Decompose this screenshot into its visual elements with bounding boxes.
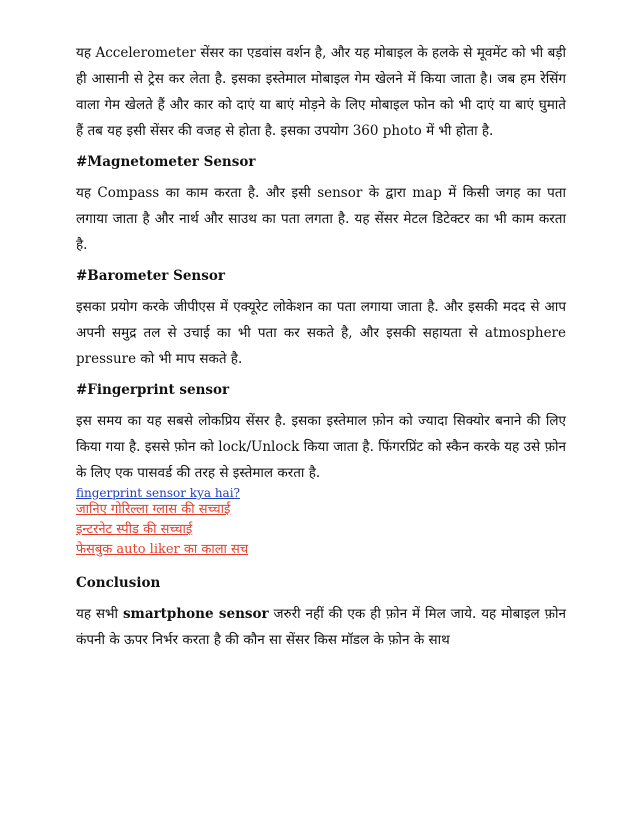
conclusion-text-bold: smartphone sensor xyxy=(122,606,269,622)
document-page xyxy=(76,40,566,653)
fingerprint-paragraph: इस समय का यह सबसे लोकप्रिय सेंसर है. इसका इस्तेमाल फ़ोन को ज्यादा सिक्योर बनाने की लिए किया गया है. इससे फ़ोन को lock/Unlock किया जाता है. फिंगरप्रिंट को स्कैन करके यह उसे फ़ोन के लिए एक पासवर्ड की तरह से इस्तेमाल करता है. xyxy=(76,413,566,481)
fingerprint-heading: #Fingerprint sensor xyxy=(76,382,230,398)
conclusion-text-start: यह सभी xyxy=(76,606,123,622)
link-internet-speed[interactable]: इन्टरनेट स्पीड की सच्चाई xyxy=(76,522,193,537)
link-fingerprint-kya-hai[interactable]: fingerprint sensor kya hai? xyxy=(76,486,240,500)
link-gorilla-glass[interactable]: जानिए गोरिल्ला ग्लास की सच्चाई xyxy=(76,502,231,517)
barometer-heading: #Barometer Sensor xyxy=(76,268,225,284)
related-links xyxy=(76,486,566,560)
magnetometer-heading: #Magnetometer Sensor xyxy=(76,154,256,170)
accelerometer-paragraph: यह Accelerometer सेंसर का एडवांस वर्शन है, और यह मोबाइल के हलके से मूवमेंट को भी बड़ी ही आसानी से ट्रेस कर लेता है. इसका इस्तेमाल मोबाइल गेम खेलने में किया जाता है। जब हम रेसिंग वाला गेम खेलते हैं और कार को दाएं या बाएं मोड़ने के लिए मोबाइल फोन को भी दाएं या बाएं घुमाते हैं तब यह इसी सेंसर की वजह से होता है. इसका उपयोग 360 photo में भी होता है. xyxy=(76,45,566,139)
magnetometer-paragraph: यह Compass का काम करता है. और इसी sensor के द्वारा map में किसी जगह का पता लगाया जाता है और नार्थ और साउथ का पता लगता है. यह सेंसर मेटल डिटेक्टर का भी काम करता है. xyxy=(76,185,566,253)
barometer-paragraph: इसका प्रयोग करके जीपीएस में एक्यूरेट लोकेशन का पता लगाया जाता है. और इसकी मदद से आप अपनी समुद्र तल से उचाई का भी पता कर सकते है, और इसकी सहायता से atmosphere pressure को भी माप सकते है. xyxy=(76,299,566,367)
conclusion-paragraph xyxy=(76,601,566,653)
conclusion-heading: Conclusion xyxy=(76,575,161,591)
link-facebook-auto-liker[interactable]: फेसबुक auto liker का काला सच xyxy=(76,542,249,557)
conclusion-text-rest: जरुरी नहीं की एक ही फ़ोन में मिल जाये. यह मोबाइल फ़ोन कंपनी के ऊपर निर्भर करता है की कौन सा सेंसर किस मॉडल के फ़ोन के साथ xyxy=(76,606,566,648)
